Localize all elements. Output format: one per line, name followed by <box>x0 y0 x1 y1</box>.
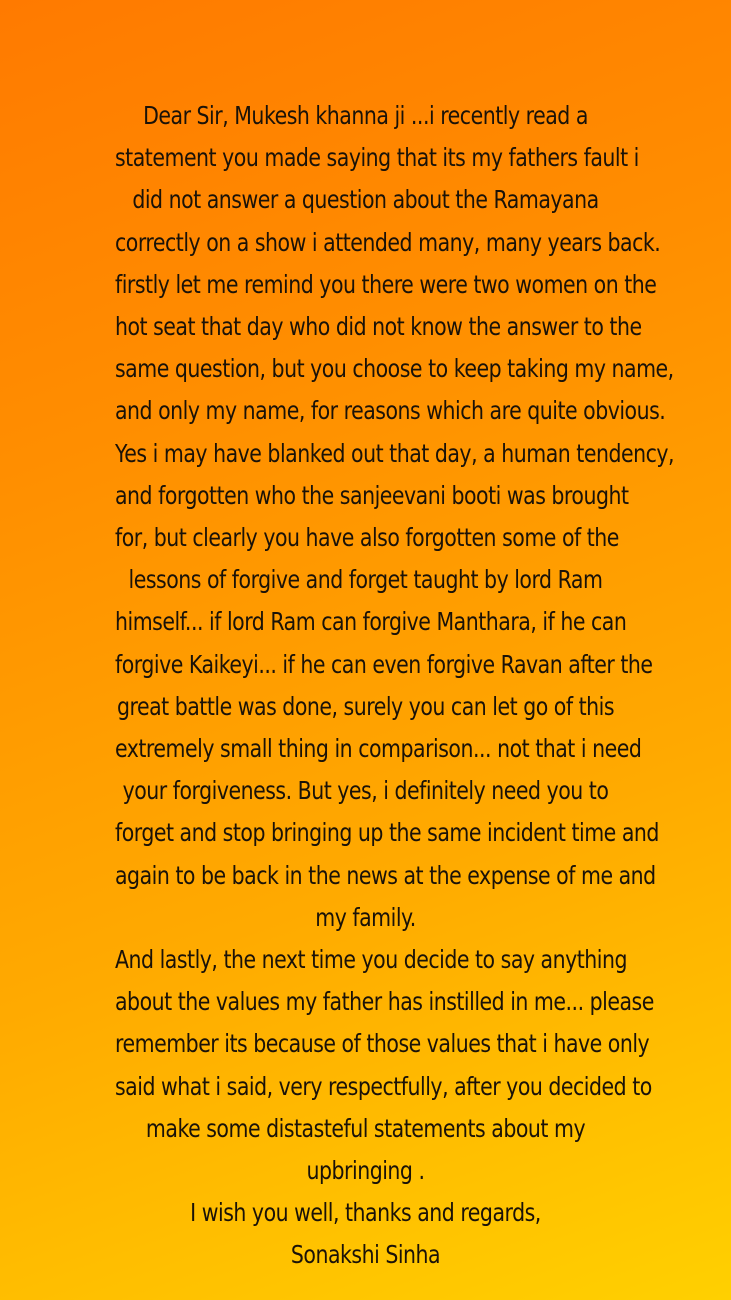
story-line: And lastly, the next time you decide to say anything <box>114 945 628 975</box>
story-line: firstly let me remind you there were two women on the <box>114 269 657 299</box>
story-line: great battle was done, surely you can let go of this <box>116 691 615 721</box>
story-line: statement you made saying that its my fathers fault i <box>114 143 639 173</box>
story-line: Dear Sir, Mukesh khanna ji ...i recently read a <box>143 101 588 130</box>
story-line: correctly on a show i attended many, many years back. <box>114 227 661 257</box>
story-line: upbringing . <box>306 1156 425 1186</box>
story-line: for, but clearly you have also forgotten some of the <box>114 523 619 553</box>
story-line: Yes i may have blanked out that day, a human tendency, <box>114 438 675 468</box>
story-line: same question, but you choose to keep taking my name, <box>114 354 674 384</box>
story-text-block <box>60 95 675 1277</box>
story-line: hot seat that day who did not know the answer to the <box>114 312 642 342</box>
story-signature: Sonakshi Sinha <box>290 1240 441 1270</box>
story-line: lessons of forgive and forget taught by lord Ram <box>128 565 603 595</box>
story-line: himself... if lord Ram can forgive Manthara, if he can <box>114 607 627 637</box>
story-line: make some distasteful statements about my <box>145 1113 586 1143</box>
story-line: forget and stop bringing up the same incident time and <box>114 818 659 848</box>
story-line: again to be back in the news at the expense of me and <box>114 860 656 890</box>
story-line: my family. <box>315 902 416 932</box>
story-line: and forgotten who the sanjeevani booti was brought <box>114 480 629 510</box>
story-line: did not answer a question about the Ramayana <box>132 185 599 215</box>
story-line: remember its because of those values that i have only <box>114 1029 650 1059</box>
story-line: forgive Kaikeyi... if he can even forgive Ravan after the <box>114 649 653 679</box>
story-line: said what i said, very respectfully, after you decided to <box>114 1071 652 1101</box>
story-line: I wish you well, thanks and regards, <box>190 1198 541 1228</box>
story-line: extremely small thing in comparison... not that i need <box>114 734 642 764</box>
story-line: and only my name, for reasons which are quite obvious. <box>114 396 666 426</box>
story-line: your forgiveness. But yes, i definitely need you to <box>122 776 609 806</box>
story-line: about the values my father has instilled in me... please <box>114 987 654 1017</box>
